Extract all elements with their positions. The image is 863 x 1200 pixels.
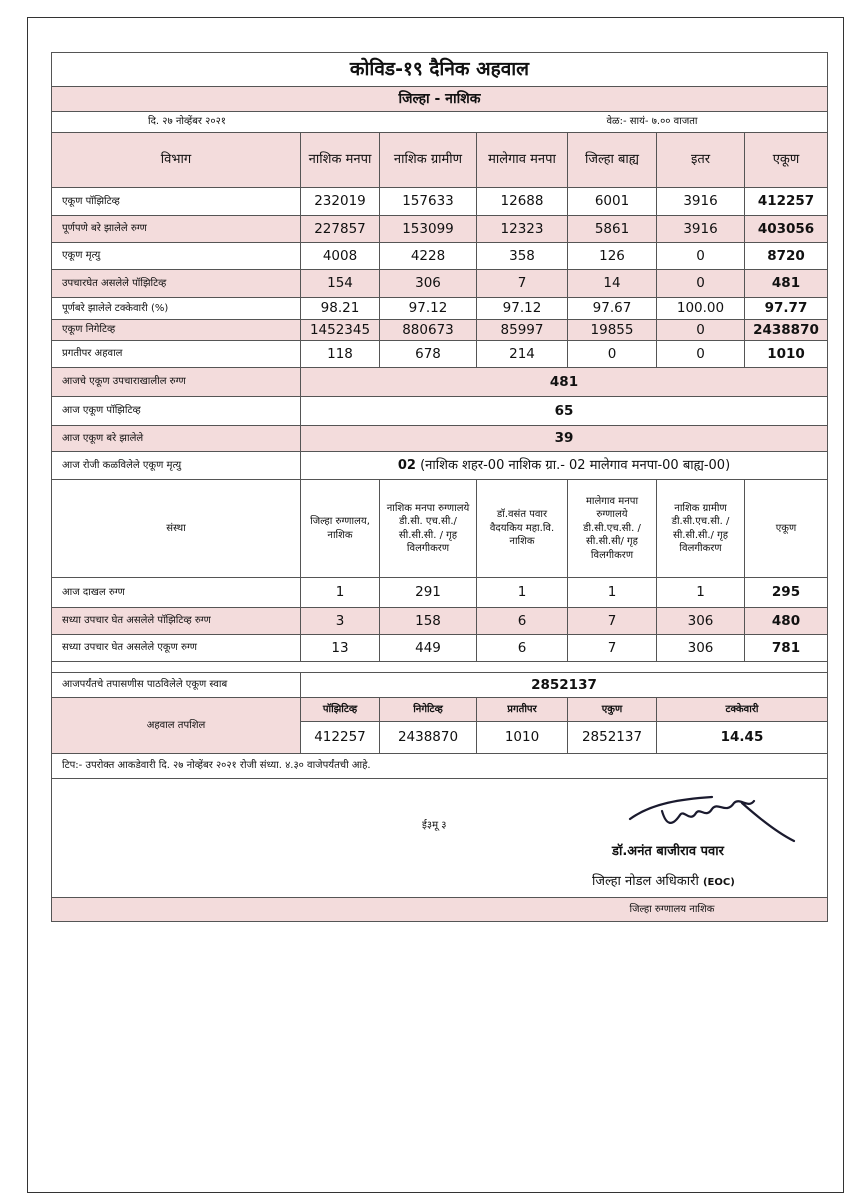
hospital-name: जिल्हा रुग्णालय नाशिक <box>629 903 715 915</box>
header-institution-total: एकूण <box>744 480 827 577</box>
header-malegaon-manapa: मालेगाव मनपा <box>476 133 567 187</box>
table-row <box>52 270 827 298</box>
deaths-today-detail: (नाशिक शहर-00 नाशिक ग्रा.- 02 मालेगाव मनपा-00 बाह्य-00) <box>420 457 731 473</box>
summary-row <box>52 368 827 397</box>
row-label: पूर्णबरे झालेले टक्केवारी (%) <box>62 302 169 314</box>
details-value-pending: 1010 <box>476 722 567 753</box>
table-row <box>52 341 827 368</box>
report-details-values <box>300 722 827 753</box>
header-malegaon-rugnalaye: मालेगाव मनपा रुग्णालये डी.सी.एच.सी. /सी.सी.सी/ गृह विलगीकरण <box>567 480 656 577</box>
table-cell: 0 <box>656 270 744 297</box>
table-cell: 880673 <box>379 320 476 340</box>
report-details-header <box>300 698 827 722</box>
table-cell: 214 <box>476 341 567 367</box>
signature-block <box>52 779 827 897</box>
table-cell: 7 <box>567 635 656 661</box>
note-text: टिप:- उपरोक्त आकडेवारी दि. २७ नोव्हेंबर २०२१ रोजी संध्या. ४.३० वाजेपर्यंतची आहे. <box>62 760 371 772</box>
report-date: दि. २७ नोव्हेंबर २०२१ <box>148 116 226 128</box>
table-total-cell: 412257 <box>744 188 827 215</box>
table-cell: 306 <box>379 270 476 297</box>
table-cell: 291 <box>379 578 476 607</box>
table-cell: 3916 <box>656 188 744 215</box>
header-itar: इतर <box>656 133 744 187</box>
title-row <box>52 53 827 87</box>
institution-table-header <box>52 480 827 578</box>
officer-title: जिल्हा नोडल अधिकारी <box>592 874 699 889</box>
stamp-text: ई३मू ३ <box>422 820 447 831</box>
table-row <box>52 320 827 341</box>
swabs-label: आजपर्यंतचे तपासणीस पाठविलेले एकूण स्वाब <box>62 679 228 691</box>
table-total-cell: 781 <box>744 635 827 661</box>
row-label: प्रगतीपर अहवाल <box>62 348 123 360</box>
deaths-today-label: आज रोजी कळविलेले एकूण मृत्यु <box>62 459 182 471</box>
deaths-today-row <box>52 452 827 480</box>
summary-label: आजचे एकूण उपचाराखालील रुग्ण <box>62 376 186 388</box>
table-cell: 6 <box>476 608 567 634</box>
row-label: एकूण निगेटिव्ह <box>62 324 116 336</box>
table-cell: 126 <box>567 243 656 269</box>
table-total-cell: 295 <box>744 578 827 607</box>
report-title: कोविड-१९ दैनिक अहवाल <box>349 57 530 80</box>
details-header-negative: निगेटिव्ह <box>379 698 476 721</box>
summary-value: 481 <box>300 368 827 396</box>
table-total-cell: 480 <box>744 608 827 634</box>
table-cell: 227857 <box>300 216 379 242</box>
table-cell: 154 <box>300 270 379 297</box>
table-cell: 100.00 <box>656 298 744 319</box>
row-label: एकूण पॉझिटिव्ह <box>62 195 120 207</box>
table-cell: 306 <box>656 608 744 634</box>
summary-value: 65 <box>300 397 827 425</box>
table-cell: 0 <box>656 320 744 340</box>
table-cell: 6001 <box>567 188 656 215</box>
officer-designation <box>592 871 735 889</box>
table-total-cell: 481 <box>744 270 827 297</box>
table-cell: 0 <box>656 243 744 269</box>
table-cell: 0 <box>656 341 744 367</box>
table-total-cell: 8720 <box>744 243 827 269</box>
table-cell: 1 <box>300 578 379 607</box>
summary-label: आज एकूण बरे झालेले <box>62 432 144 444</box>
footer-row <box>52 897 827 921</box>
details-value-positive: 412257 <box>300 722 379 753</box>
table-cell: 1 <box>567 578 656 607</box>
table-cell: 4228 <box>379 243 476 269</box>
table-cell: 13 <box>300 635 379 661</box>
table-row <box>52 578 827 608</box>
table-cell: 678 <box>379 341 476 367</box>
officer-name: डॉ.अनंत बाजीराव पवार <box>612 844 724 859</box>
summary-label: आज एकूण पॉझिटिव्ह <box>62 405 141 417</box>
report-details-row <box>52 698 827 754</box>
table-cell: 118 <box>300 341 379 367</box>
main-table-header <box>52 133 827 188</box>
table-row <box>52 635 827 662</box>
table-cell: 0 <box>567 341 656 367</box>
table-total-cell: 2438870 <box>744 320 827 340</box>
row-label: एकूण मृत्यु <box>62 250 101 262</box>
table-cell: 358 <box>476 243 567 269</box>
swabs-value: 2852137 <box>300 673 827 697</box>
row-label: सध्या उपचार घेत असलेले एकूण रुग्ण <box>62 642 198 654</box>
details-value-percent: 14.45 <box>656 722 827 753</box>
date-row <box>52 112 827 133</box>
deaths-today-value <box>300 452 827 479</box>
note-row <box>52 754 827 779</box>
header-nashik-gramin: नाशिक ग्रामीण <box>379 133 476 187</box>
table-cell: 449 <box>379 635 476 661</box>
details-header-percent: टक्केवारी <box>656 698 827 721</box>
table-total-cell: 1010 <box>744 341 827 367</box>
table-cell: 12688 <box>476 188 567 215</box>
spacer-row <box>52 662 827 673</box>
table-row <box>52 608 827 635</box>
details-header-total: एकुण <box>567 698 656 721</box>
table-total-cell: 97.77 <box>744 298 827 319</box>
swabs-row <box>52 673 827 698</box>
details-header-pending: प्रगतीपर <box>476 698 567 721</box>
table-cell: 97.12 <box>379 298 476 319</box>
table-cell: 232019 <box>300 188 379 215</box>
table-cell: 85997 <box>476 320 567 340</box>
officer-eoc: (EOC) <box>702 877 735 888</box>
header-sanstha: संस्था <box>166 522 186 534</box>
header-vibhag: विभाग <box>160 152 192 168</box>
header-nashik-manapa: नाशिक मनपा <box>300 133 379 187</box>
table-cell: 12323 <box>476 216 567 242</box>
table-cell: 5861 <box>567 216 656 242</box>
table-cell: 3 <box>300 608 379 634</box>
table-cell: 1452345 <box>300 320 379 340</box>
table-cell: 153099 <box>379 216 476 242</box>
header-jilha-bahya: जिल्हा बाह्य <box>567 133 656 187</box>
table-cell: 4008 <box>300 243 379 269</box>
details-header-positive: पॉझिटिव्ह <box>300 698 379 721</box>
details-value-negative: 2438870 <box>379 722 476 753</box>
header-ekun: एकूण <box>744 133 827 187</box>
table-cell: 1 <box>476 578 567 607</box>
row-label: उपचारघेत असलेले पॉझिटिव्ह <box>62 277 167 289</box>
district-row <box>52 87 827 112</box>
summary-value: 39 <box>300 426 827 451</box>
table-cell: 158 <box>379 608 476 634</box>
signature-icon <box>622 789 802 845</box>
deaths-today-count: 02 <box>397 457 416 473</box>
row-label: पूर्णपणे बरे झालेले रुग्ण <box>62 223 147 235</box>
report-details-label: अहवाल तपशिल <box>146 719 206 731</box>
table-cell: 7 <box>567 608 656 634</box>
table-row <box>52 216 827 243</box>
table-cell: 97.67 <box>567 298 656 319</box>
table-row <box>52 298 827 320</box>
table-cell: 98.21 <box>300 298 379 319</box>
table-cell: 3916 <box>656 216 744 242</box>
district-label: जिल्हा - नाशिक <box>398 90 481 107</box>
summary-row <box>52 397 827 426</box>
table-total-cell: 403056 <box>744 216 827 242</box>
header-nashik-manapa-rugnalaye: नाशिक मनपा रुग्णालये डी.सी. एच.सी./सी.सी.सी. / गृह विलगीकरण <box>379 480 476 577</box>
header-jilha-rugnalay: जिल्हा रुग्णालय, नाशिक <box>300 480 379 577</box>
details-value-total: 2852137 <box>567 722 656 753</box>
row-label: आज दाखल रुग्ण <box>62 586 125 598</box>
covid-report <box>51 52 828 922</box>
summary-row <box>52 426 827 452</box>
table-cell: 6 <box>476 635 567 661</box>
table-cell: 7 <box>476 270 567 297</box>
table-row <box>52 188 827 216</box>
table-cell: 157633 <box>379 188 476 215</box>
table-cell: 14 <box>567 270 656 297</box>
header-nashik-gramin-dchc: नाशिक ग्रामीण डी.सी.एच.सी. /सी.सी.सी./ गृह विलगीकरण <box>656 480 744 577</box>
table-cell: 306 <box>656 635 744 661</box>
table-cell: 97.12 <box>476 298 567 319</box>
table-row <box>52 243 827 270</box>
row-label: सध्या उपचार घेत असलेले पॉझिटिव्ह रुग्ण <box>62 615 211 627</box>
report-time: वेळ:- सायं- ७.०० वाजता <box>606 116 698 128</box>
table-cell: 19855 <box>567 320 656 340</box>
header-dr-vasant-pawar: डॉ.वसंत पवार वैदयकिय महा.वि. नाशिक <box>476 480 567 577</box>
table-cell: 1 <box>656 578 744 607</box>
